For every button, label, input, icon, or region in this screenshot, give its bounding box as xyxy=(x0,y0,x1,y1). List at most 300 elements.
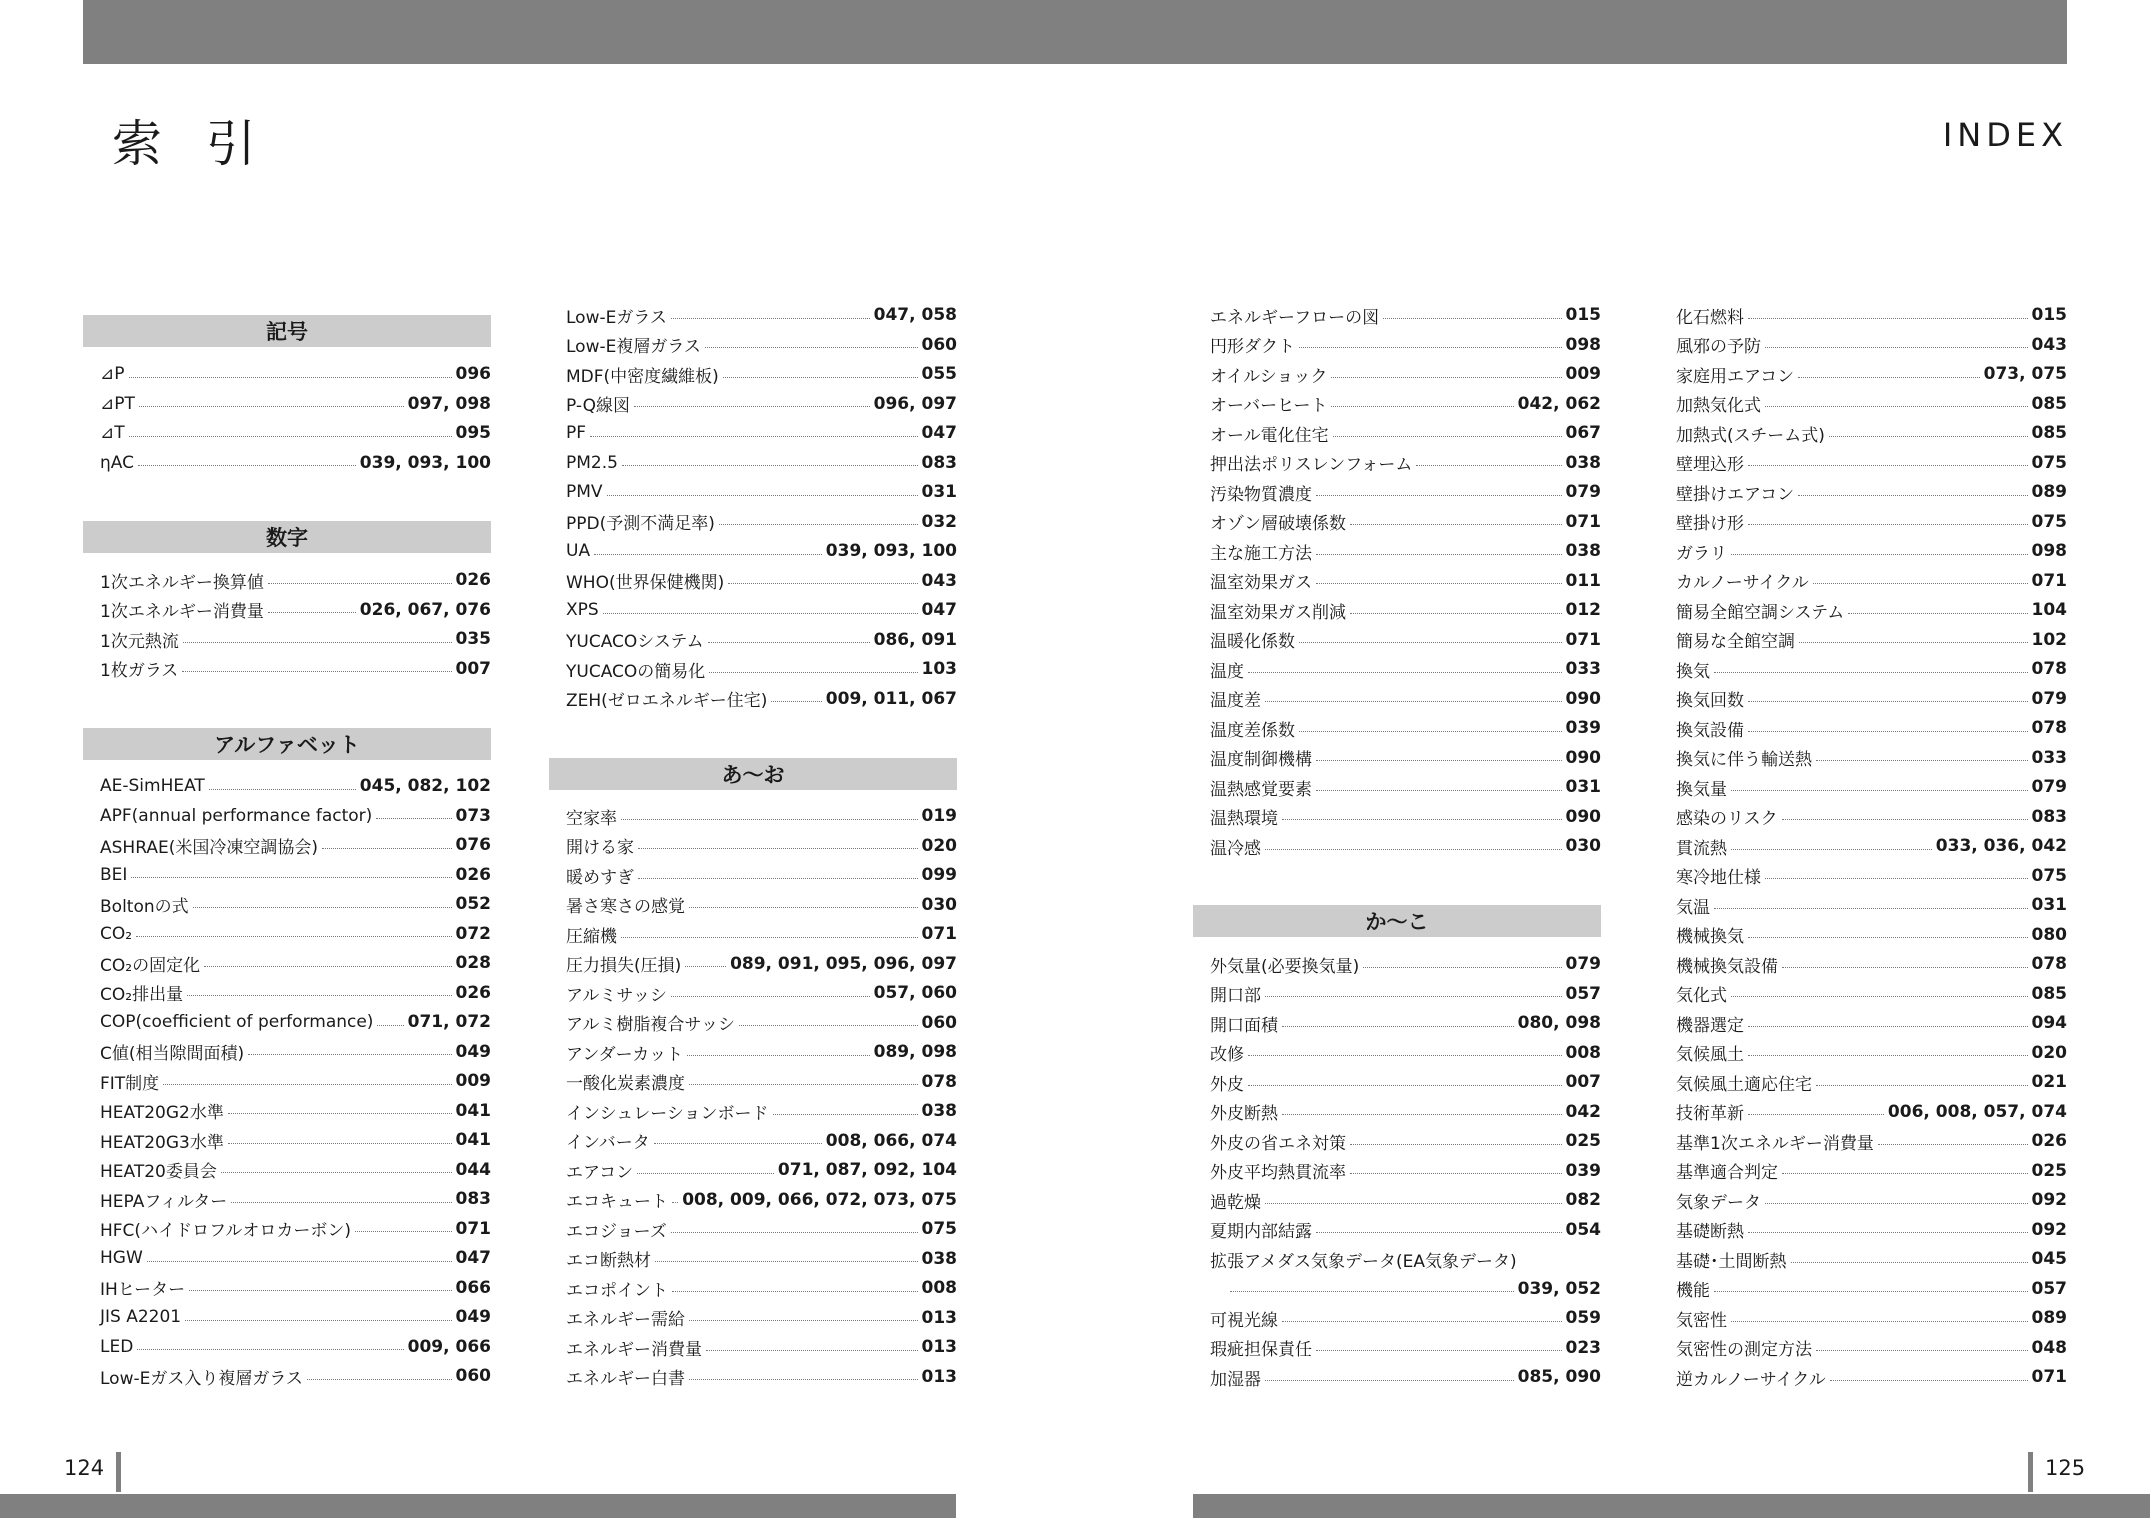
index-term: 温室効果ガス xyxy=(1210,573,1312,593)
index-entry xyxy=(566,507,957,537)
dot-leader xyxy=(1363,967,1561,968)
index-term: エコポイント xyxy=(566,1280,668,1301)
dot-leader xyxy=(307,1379,452,1380)
index-pages: 031 xyxy=(921,482,957,502)
dot-leader xyxy=(637,1173,774,1174)
dot-leader xyxy=(1350,524,1562,525)
index-entry xyxy=(566,860,957,890)
index-pages: 060 xyxy=(921,334,957,355)
index-entry xyxy=(566,1096,957,1126)
index-pages: 072 xyxy=(455,923,491,944)
index-pages: 020 xyxy=(2031,1042,2067,1063)
dot-leader xyxy=(594,554,822,555)
dot-leader xyxy=(189,1290,451,1291)
index-entry xyxy=(1676,507,2067,537)
dot-leader xyxy=(689,907,918,908)
index-term: 基礎断熱 xyxy=(1676,1222,1744,1242)
index-term: 基準1次エネルギー消費量 xyxy=(1676,1133,1874,1154)
index-pages: 078 xyxy=(2031,659,2067,679)
index-pages: 039 xyxy=(1565,1160,1601,1181)
index-entry xyxy=(1676,1156,2067,1186)
index-pages: 038 xyxy=(921,1101,957,1121)
dot-leader xyxy=(1848,613,2027,614)
index-entry xyxy=(100,1037,491,1067)
index-term: 温冷感 xyxy=(1210,838,1261,859)
index-pages: 013 xyxy=(921,1307,957,1328)
section-heading: か～こ xyxy=(1193,905,1601,937)
index-entry xyxy=(100,389,491,419)
index-term: エコ断熱材 xyxy=(566,1251,651,1271)
index-term: MDF(中密度繊維板) xyxy=(566,366,719,387)
dot-leader xyxy=(689,1379,918,1380)
index-entry xyxy=(1676,920,2067,950)
index-pages: 025 xyxy=(2031,1160,2067,1181)
index-entry xyxy=(100,1066,491,1096)
index-entry xyxy=(1210,949,1601,979)
dot-leader xyxy=(228,1143,452,1144)
index-term: 温度差係数 xyxy=(1210,720,1295,741)
dot-leader xyxy=(689,1320,918,1321)
index-entry xyxy=(1676,1008,2067,1038)
index-pages: 038 xyxy=(1565,541,1601,561)
index-pages: 079 xyxy=(1565,482,1601,502)
index-pages: 055 xyxy=(921,364,957,384)
dot-leader xyxy=(1331,377,1561,378)
index-pages: 059 xyxy=(1565,1308,1601,1328)
index-pages: 089, 098 xyxy=(873,1042,957,1062)
dot-leader xyxy=(1316,790,1562,791)
dot-leader xyxy=(709,672,917,673)
index-term: 気化式 xyxy=(1676,986,1727,1006)
dot-leader xyxy=(1316,583,1562,584)
dot-leader xyxy=(1748,1026,2028,1027)
index-pages: 094 xyxy=(2031,1013,2067,1033)
index-entry xyxy=(1210,1303,1601,1333)
index-pages: 013 xyxy=(921,1366,957,1387)
index-term: 外気量(必要換気量) xyxy=(1210,956,1360,977)
dot-leader xyxy=(1816,760,2028,761)
index-entry xyxy=(1676,359,2067,389)
top-band xyxy=(83,0,2067,64)
index-term: 温度差 xyxy=(1210,691,1261,711)
index-term: 暑さ寒さの感覚 xyxy=(566,897,685,917)
index-term: 気候風土 xyxy=(1676,1045,1744,1065)
index-pages: 075 xyxy=(2031,865,2067,886)
index-term: 拡張アメダス気象データ(EA気象データ) xyxy=(1210,1251,1517,1272)
index-pages: 083 xyxy=(2031,806,2067,827)
page-title-english: INDEX xyxy=(1942,116,2068,154)
section-heading: アルファベット xyxy=(83,728,491,760)
dot-leader xyxy=(672,1291,918,1292)
index-term: 家庭用エアコン xyxy=(1676,366,1795,387)
index-entry xyxy=(1210,1038,1601,1068)
dot-leader xyxy=(1350,1173,1562,1174)
index-term: カルノーサイクル xyxy=(1676,573,1809,593)
index-pages: 080 xyxy=(2031,924,2067,945)
index-term: 汚染物質濃度 xyxy=(1210,484,1312,505)
index-entry xyxy=(566,1332,957,1362)
index-term: 円形ダクト xyxy=(1210,337,1295,357)
dot-leader xyxy=(655,1261,918,1262)
dot-leader xyxy=(147,1261,452,1262)
dot-leader xyxy=(622,465,918,466)
dot-leader xyxy=(1282,1321,1562,1322)
index-pages: 071 xyxy=(2031,1367,2067,1387)
index-term: 機能 xyxy=(1676,1281,1710,1301)
index-entry xyxy=(1676,330,2067,360)
index-entry xyxy=(566,654,957,684)
index-term: 温暖化係数 xyxy=(1210,632,1295,652)
index-term: インシュレーションボード xyxy=(566,1103,769,1124)
index-entry xyxy=(1210,1333,1601,1363)
index-pages: 098 xyxy=(2031,541,2067,561)
index-term: 瑕疵担保責任 xyxy=(1210,1340,1312,1360)
dot-leader xyxy=(138,465,356,466)
index-term: 温度制御機構 xyxy=(1210,750,1312,770)
index-entry xyxy=(100,801,491,831)
index-pages: 021 xyxy=(2031,1072,2067,1092)
index-pages: 009 xyxy=(1565,364,1601,384)
dot-leader xyxy=(603,613,918,614)
index-entry xyxy=(1676,1244,2067,1274)
dot-leader xyxy=(1782,967,2028,968)
index-pages: 008 xyxy=(1565,1042,1601,1063)
index-term: ⊿P xyxy=(100,364,125,384)
index-entry xyxy=(566,978,957,1008)
index-term: HEPAフィルター xyxy=(100,1191,228,1212)
index-term: Low-Eガス入り複層ガラス xyxy=(100,1368,303,1389)
index-entry xyxy=(100,1332,491,1362)
dot-leader xyxy=(1316,1232,1562,1233)
index-pages: 073, 075 xyxy=(1983,364,2067,384)
index-entry xyxy=(100,1155,491,1185)
index-pages: 038 xyxy=(921,1248,957,1269)
index-pages: 039 xyxy=(1565,718,1601,738)
index-entry xyxy=(100,1007,491,1037)
index-entry xyxy=(1210,654,1601,684)
index-term: AE-SimHEAT xyxy=(100,776,205,796)
index-pages: 009, 066 xyxy=(407,1336,491,1357)
dot-leader xyxy=(773,1114,918,1115)
index-term: 気温 xyxy=(1676,897,1710,918)
index-entry xyxy=(100,1184,491,1214)
index-pages: 096 xyxy=(455,364,491,384)
dot-leader xyxy=(654,1143,822,1144)
index-pages: 067 xyxy=(1565,423,1601,443)
dot-leader xyxy=(1282,1114,1562,1115)
index-term: 逆カルノーサイクル xyxy=(1676,1369,1826,1390)
dot-leader xyxy=(1316,495,1562,496)
index-entry xyxy=(1210,330,1601,360)
dot-leader xyxy=(1878,1144,2028,1145)
index-pages: 048 xyxy=(2031,1337,2067,1358)
index-term: 外皮平均熱貫流率 xyxy=(1210,1163,1346,1183)
index-entry xyxy=(100,1096,491,1126)
index-pages: 092 xyxy=(2031,1219,2067,1240)
index-entry xyxy=(566,1155,957,1185)
index-term: オール電化住宅 xyxy=(1210,425,1329,446)
index-term: 風邪の予防 xyxy=(1676,337,1761,357)
dot-leader xyxy=(1333,436,1562,437)
index-entry xyxy=(1676,1185,2067,1215)
dot-leader xyxy=(1731,790,2028,791)
dot-leader xyxy=(1265,701,1562,702)
index-term: HEAT20委員会 xyxy=(100,1162,217,1182)
index-pages: 060 xyxy=(921,1012,957,1033)
index-entry xyxy=(1676,1274,2067,1304)
index-entry xyxy=(1676,1215,2067,1245)
index-entry xyxy=(566,1067,957,1097)
index-term: 外皮 xyxy=(1210,1074,1244,1095)
index-entry xyxy=(566,300,957,330)
index-entry xyxy=(566,949,957,979)
dot-leader xyxy=(672,1202,678,1203)
index-pages: 078 xyxy=(2031,954,2067,974)
index-pages: 028 xyxy=(455,953,491,973)
dot-leader xyxy=(1316,1350,1562,1351)
index-pages: 078 xyxy=(2031,718,2067,738)
index-term: 夏期内部結露 xyxy=(1210,1222,1312,1242)
index-entry xyxy=(1210,418,1601,448)
index-pages: 008 xyxy=(921,1278,957,1298)
index-entry xyxy=(100,1361,491,1391)
index-term: 壁埋込形 xyxy=(1676,455,1744,475)
dot-leader xyxy=(1782,819,2028,820)
dot-leader xyxy=(685,966,726,967)
dot-leader xyxy=(728,583,917,584)
index-pages: 071 xyxy=(921,924,957,944)
index-entry xyxy=(1676,890,2067,920)
index-entry xyxy=(1210,1215,1601,1245)
index-pages: 103 xyxy=(921,659,957,679)
index-entry xyxy=(1676,1126,2067,1156)
index-term: 外皮の省エネ対策 xyxy=(1210,1133,1346,1154)
dot-leader xyxy=(719,524,918,525)
index-term: ⊿PT xyxy=(100,393,135,414)
index-entry xyxy=(566,1126,957,1156)
dot-leader xyxy=(1383,318,1561,319)
index-pages: 080, 098 xyxy=(1517,1013,1601,1033)
index-pages: 026 xyxy=(455,570,491,590)
bottom-band-right xyxy=(1193,1494,2150,1518)
index-pages: 042 xyxy=(1565,1101,1601,1122)
index-entry xyxy=(1676,625,2067,655)
index-term: WHO(世界保健機関) xyxy=(566,573,725,593)
index-pages: 044 xyxy=(455,1159,491,1180)
dot-leader xyxy=(1265,1203,1562,1204)
index-pages: 071, 072 xyxy=(407,1012,491,1032)
dot-leader xyxy=(1782,1173,2028,1174)
section-heading: あ～お xyxy=(549,758,957,790)
index-entry xyxy=(100,1243,491,1273)
index-pages: 033 xyxy=(1565,659,1601,679)
index-entry xyxy=(1210,1274,1601,1304)
index-pages: 071 xyxy=(1565,511,1601,532)
index-pages: 076 xyxy=(455,835,491,855)
index-pages: 047, 058 xyxy=(873,305,957,325)
dot-leader xyxy=(1748,1055,2028,1056)
index-entry xyxy=(1210,979,1601,1009)
index-entry xyxy=(100,448,491,478)
index-pages: 047 xyxy=(921,423,957,443)
index-term: 換気量 xyxy=(1676,779,1727,800)
dot-leader xyxy=(621,819,918,820)
index-pages: 035 xyxy=(455,629,491,649)
dot-leader xyxy=(1829,436,2028,437)
index-term: 開ける家 xyxy=(566,838,634,858)
index-entry xyxy=(566,1008,957,1038)
index-pages: 011 xyxy=(1565,570,1601,591)
index-entry xyxy=(1676,566,2067,596)
dot-leader xyxy=(163,1084,451,1085)
dot-leader xyxy=(268,583,452,584)
dot-leader xyxy=(1248,672,1562,673)
index-entry xyxy=(1676,477,2067,507)
index-entry xyxy=(566,448,957,478)
index-term: 開口面積 xyxy=(1210,1015,1278,1036)
dot-leader xyxy=(689,1084,918,1085)
index-pages: 071, 087, 092, 104 xyxy=(777,1160,957,1180)
index-entry xyxy=(1676,802,2067,832)
page-number-left: 124 xyxy=(64,1456,105,1480)
index-pages: 019 xyxy=(921,806,957,826)
dot-leader xyxy=(739,1025,918,1026)
dot-leader xyxy=(687,1055,870,1056)
dot-leader xyxy=(1798,377,1979,378)
dot-leader xyxy=(1416,465,1561,466)
index-pages: 043 xyxy=(2031,334,2067,355)
index-term: COP(coefficient of performance) xyxy=(100,1012,374,1032)
index-entry xyxy=(100,1214,491,1244)
index-entry xyxy=(1210,1097,1601,1127)
index-entry xyxy=(1210,1156,1601,1186)
index-pages: 015 xyxy=(1565,305,1601,325)
dot-leader xyxy=(1731,1321,2028,1322)
index-pages: 020 xyxy=(921,835,957,856)
index-term: 1次エネルギー消費量 xyxy=(100,602,264,622)
dot-leader xyxy=(193,907,452,908)
dot-leader xyxy=(1748,1232,2028,1233)
index-pages: 090 xyxy=(1565,688,1601,709)
index-entry xyxy=(1210,743,1601,773)
index-entry xyxy=(1676,831,2067,861)
index-pages: 015 xyxy=(2031,305,2067,325)
index-entry xyxy=(1676,654,2067,684)
index-pages: 054 xyxy=(1565,1219,1601,1240)
index-pages: 041 xyxy=(455,1100,491,1121)
dot-leader xyxy=(706,1350,918,1351)
dot-leader xyxy=(1731,849,1932,850)
index-term: ASHRAE(米国冷凍空調協会) xyxy=(100,837,318,858)
dot-leader xyxy=(1748,1114,1884,1115)
index-pages: 082 xyxy=(1565,1190,1601,1210)
index-entry xyxy=(566,595,957,625)
index-entry xyxy=(1210,1185,1601,1215)
index-pages: 045, 082, 102 xyxy=(359,776,491,796)
dot-leader xyxy=(1331,406,1513,407)
index-term: 寒冷地仕様 xyxy=(1676,868,1761,888)
dot-leader xyxy=(248,1054,451,1055)
index-term: 基礎･土間断熱 xyxy=(1676,1251,1787,1272)
index-pages: 079 xyxy=(2031,688,2067,709)
index-pages: 039, 093, 100 xyxy=(825,541,957,561)
index-entry xyxy=(566,389,957,419)
index-pages: 008, 066, 074 xyxy=(825,1130,957,1151)
index-term: エネルギー白書 xyxy=(566,1369,685,1389)
index-term: ⊿T xyxy=(100,423,125,443)
index-term: 感染のリスク xyxy=(1676,809,1778,829)
index-pages: 006, 008, 057, 074 xyxy=(1887,1101,2067,1122)
index-term: CO₂排出量 xyxy=(100,985,184,1005)
index-term: 気候風土適応住宅 xyxy=(1676,1074,1812,1095)
index-term: 換気設備 xyxy=(1676,720,1744,741)
dot-leader xyxy=(183,642,452,643)
dot-leader xyxy=(671,318,870,319)
index-entry xyxy=(1676,1067,2067,1097)
index-term: 温熱環境 xyxy=(1210,809,1278,829)
index-term: PF xyxy=(566,423,587,443)
index-term: 暖めすぎ xyxy=(566,867,634,888)
index-entry xyxy=(1210,507,1601,537)
index-pages: 089, 091, 095, 096, 097 xyxy=(730,953,957,974)
index-term: 温室効果ガス削減 xyxy=(1210,602,1346,623)
index-term: オイルショック xyxy=(1210,366,1328,387)
index-pages: 092 xyxy=(2031,1190,2067,1210)
index-entry xyxy=(566,625,957,655)
page-number-tick-left xyxy=(116,1452,121,1492)
dot-leader xyxy=(231,1202,451,1203)
index-entry xyxy=(1210,1244,1601,1274)
index-pages: 009, 011, 067 xyxy=(825,688,957,709)
index-term: 壁掛け形 xyxy=(1676,514,1744,534)
index-term: 一酸化炭素濃度 xyxy=(566,1074,685,1094)
index-entry xyxy=(100,565,491,595)
index-pages: 030 xyxy=(1565,836,1601,856)
index-entry xyxy=(1676,772,2067,802)
index-term: HEAT20G3水準 xyxy=(100,1132,224,1153)
index-term: IHヒーター xyxy=(100,1280,186,1300)
dot-leader xyxy=(1248,1055,1562,1056)
index-entry xyxy=(1210,1067,1601,1097)
index-pages: 071 xyxy=(2031,570,2067,591)
index-pages: 102 xyxy=(2031,629,2067,650)
index-term: 気象データ xyxy=(1676,1192,1761,1213)
index-entry xyxy=(100,595,491,625)
index-entry xyxy=(1210,1008,1601,1038)
index-entry xyxy=(1210,802,1601,832)
index-term: 可視光線 xyxy=(1210,1310,1278,1331)
index-pages: 057 xyxy=(2031,1278,2067,1299)
index-pages: 043 xyxy=(921,570,957,591)
dot-leader xyxy=(377,1025,403,1026)
index-term: FIT制度 xyxy=(100,1073,160,1094)
index-pages: 085 xyxy=(2031,423,2067,443)
index-entry xyxy=(1676,949,2067,979)
index-term: 温熱感覚要素 xyxy=(1210,779,1312,800)
dot-leader xyxy=(1765,878,2028,879)
index-pages: 071 xyxy=(1565,629,1601,650)
index-term: Low-E複層ガラス xyxy=(566,337,701,357)
index-pages: 009 xyxy=(455,1071,491,1091)
index-entry xyxy=(566,330,957,360)
index-pages: 045 xyxy=(2031,1249,2067,1269)
dot-leader xyxy=(187,995,451,996)
index-term: 空家率 xyxy=(566,808,617,829)
dot-leader xyxy=(1830,1380,2028,1381)
dot-leader xyxy=(1731,996,2028,997)
index-pages: 057 xyxy=(1565,983,1601,1004)
dot-leader xyxy=(1799,642,2028,643)
